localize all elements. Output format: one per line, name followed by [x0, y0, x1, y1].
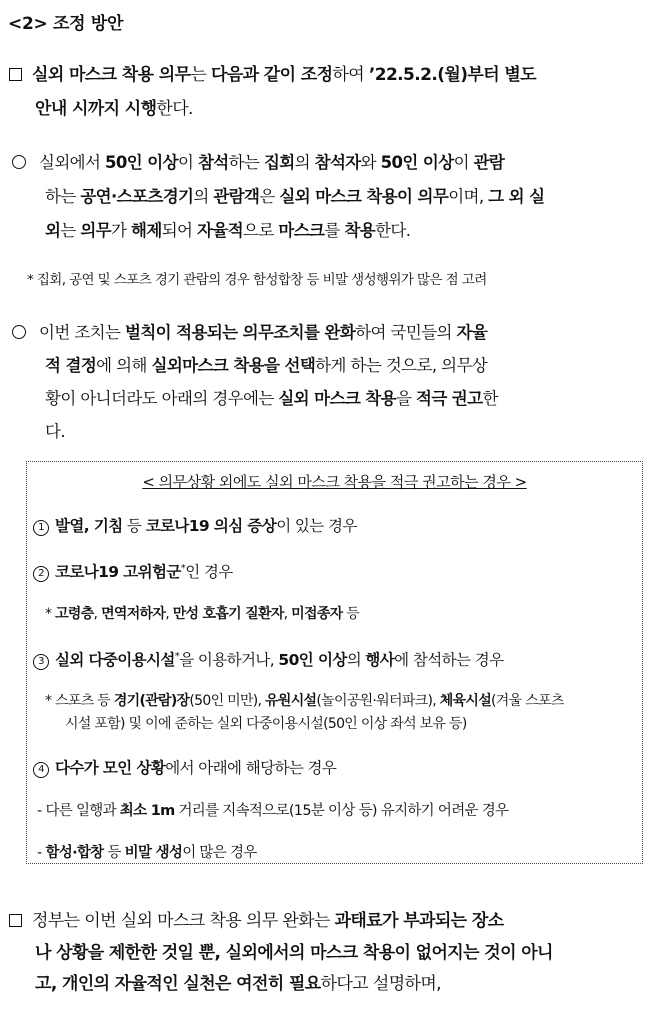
para4-line1: 정부는 이번 실외 마스크 착용 의무 완화는 과태료가 부과되는 장소	[32, 911, 504, 931]
circle-bullet-icon	[12, 155, 26, 169]
para4-line3: 고, 개인의 자율적인 실천은 여전히 필요하다고 설명하며,	[35, 974, 441, 994]
para3-line1: 이번 조치는 벌칙이 적용되는 의무조치를 완화하여 국민들의 자율	[39, 323, 488, 342]
circled-number-1: 1	[33, 520, 49, 536]
box-title: < 의무상황 외에도 실외 마스크 착용을 적극 권고하는 경우 >	[142, 473, 527, 491]
box-item-4: 4 다수가 모인 상황에서 아래에 해당하는 경우	[33, 756, 336, 778]
para4-line2: 나 상황을 제한한 것일 뿐, 실외에서의 마스크 착용이 없어지는 것이 아니	[35, 943, 553, 963]
box-note-facilities-cont: 시설 포함) 및 이에 준하는 실외 다중이용시설(50인 이상 좌석 보유 등)	[65, 716, 467, 732]
circle-bullet-icon	[12, 325, 26, 339]
section-heading: <2> 조정 방안	[8, 14, 124, 34]
circled-number-2: 2	[33, 566, 49, 582]
para2-line1: 실외에서 50인 이상이 참석하는 집회의 참석자와 50인 이상이 관람	[39, 153, 505, 172]
recommendation-box	[26, 461, 643, 864]
box-item-3: 3 실외 다중이용시설*을 이용하거나, 50인 이상의 행사에 참석하는 경우	[33, 648, 503, 670]
box-note-facilities: * 스포츠 등 경기(관람)장(50인 미만), 유원시설(놀이공원·워터파크), 체육시설(겨울 스포츠	[45, 693, 564, 709]
para2-line2: 하는 공연·스포츠경기의 관람객은 실외 마스크 착용이 의무이며, 그 외 실	[45, 187, 545, 206]
para1-line2: 안내 시까지 시행한다.	[35, 99, 193, 119]
para3-line3: 황이 아니더라도 아래의 경우에는 실외 마스크 착용을 적극 권고한	[45, 389, 498, 408]
box-note-high-risk: * 고령층, 면역저하자, 만성 호흡기 질환자, 미접종자 등	[45, 606, 360, 622]
box-item-1: 1 발열, 기침 등 코로나19 의심 증상이 있는 경우	[33, 514, 357, 536]
note-gathering: * 집회, 공연 및 스포츠 경기 관람의 경우 함성합창 등 비말 생성행위가 많은 점 고려	[27, 272, 487, 288]
para2-line3: 외는 의무가 해제되어 자율적으로 마스크를 착용한다.	[45, 221, 411, 240]
para1-line1: 실외 마스크 착용 의무는 다음과 같이 조정하여 ’22.5.2.(월)부터 별도	[32, 65, 536, 85]
para3-line2: 적 결정에 의해 실외마스크 착용을 선택하게 하는 것으로, 의무상	[45, 356, 488, 375]
circled-number-4: 4	[33, 762, 49, 778]
box-detail-droplets: - 함성·합창 등 비말 생성이 많은 경우	[37, 845, 257, 861]
box-detail-distance: - 다른 일행과 최소 1m 거리를 지속적으로(15분 이상 등) 유지하기 어려운 경우	[37, 803, 509, 819]
square-bullet-icon	[9, 912, 22, 931]
square-bullet-icon	[9, 66, 22, 85]
para3-line4: 다.	[45, 422, 65, 441]
box-item-2: 2 코로나19 고위험군*인 경우	[33, 560, 233, 582]
circled-number-3: 3	[33, 654, 49, 670]
